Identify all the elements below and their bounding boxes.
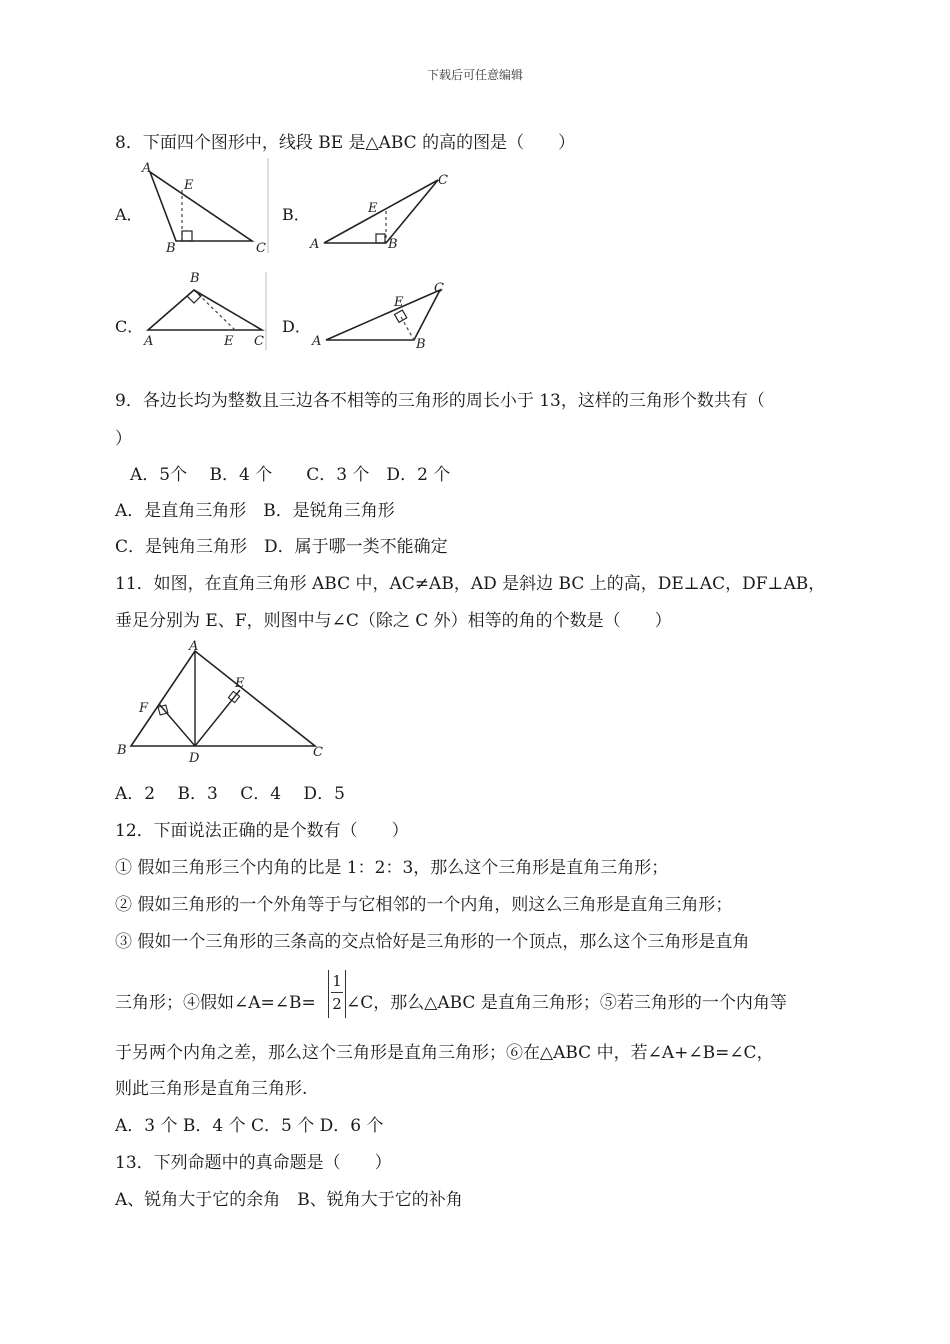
point-label-e: E xyxy=(224,334,234,349)
fraction-numerator: 1 xyxy=(332,972,342,990)
q12-stem: 12．下面说法正确的是个数有（ ） xyxy=(115,821,409,841)
vertex-label-a: A xyxy=(144,334,154,349)
q8-option-c-label: C． xyxy=(115,317,144,336)
q11-choices: A．2 B．3 C．4 D．5 xyxy=(115,784,345,804)
point-label-d: D xyxy=(189,751,200,765)
triangle xyxy=(150,172,252,241)
q9-stem-cont: ） xyxy=(115,429,132,449)
q11-stem-line2: 垂足分别为 E、F，则图中与∠C（除之 C 外）相等的角的个数是（ ） xyxy=(115,611,672,631)
q9-stem: 9．各边长均为整数且三边各不相等的三角形的周长小于 13，这样的三角形个数共有（ xyxy=(115,391,765,411)
triangle xyxy=(326,290,440,340)
triangle xyxy=(148,290,262,330)
segment-df xyxy=(159,704,195,746)
right-angle-mark xyxy=(187,290,201,303)
q12-statement-4-end: ∠C，那么△ABC 是直角三角形；⑤若三角形的一个内角等 xyxy=(346,993,787,1013)
q10-choices-line2: C．是钝角三角形 D．属于哪一类不能确定 xyxy=(115,537,448,557)
q12-statement-1: ① 假如三角形三个内角的比是 1：2：3，那么这个三角形是直角三角形； xyxy=(115,858,669,878)
right-angle-mark xyxy=(395,310,407,322)
q8-option-a-label: A． xyxy=(115,205,143,224)
point-label-e: E xyxy=(368,201,378,216)
vertex-label-b: B xyxy=(117,743,127,758)
vertex-label-c: C xyxy=(434,281,444,296)
point-label-e: E xyxy=(184,178,194,193)
q10-choices-line1: A．是直角三角形 B．是锐角三角形 xyxy=(115,501,395,521)
q12-statement-4-start: 三角形；④假如∠A=∠B= xyxy=(115,993,316,1013)
q12-statement-2: ② 假如三角形的一个外角等于与它相邻的一个内角，则这么三角形是直角三角形； xyxy=(115,895,733,915)
point-label-e: E xyxy=(235,676,245,691)
q11-stem-line1: 11．如图，在直角三角形 ABC 中，AC≠AB，AD 是斜边 BC 上的高，DE⊥AC，DF⊥AB， xyxy=(115,574,826,594)
point-label-e: E xyxy=(394,295,404,310)
vertex-label-a: A xyxy=(189,640,199,654)
fraction-one-half xyxy=(328,970,346,1018)
segment-de xyxy=(195,690,240,746)
q8-figure-d xyxy=(306,280,456,350)
vertex-label-a: A xyxy=(142,161,152,176)
vertex-label-b: B xyxy=(388,237,398,252)
q13-choices: A、锐角大于它的余角 B、锐角大于它的补角 xyxy=(115,1190,463,1210)
q12-statement-5: 于另两个内角之差，那么这个三角形是直角三角形；⑥在△ABC 中，若∠A+∠B=∠C， xyxy=(115,1043,774,1063)
vertex-label-b: B xyxy=(190,271,200,286)
fraction-denominator: 2 xyxy=(332,995,342,1013)
point-label-f: F xyxy=(139,701,149,716)
q12-choices: A．3 个 B．4 个 C．5 个 D．6 个 xyxy=(115,1116,384,1136)
q8-option-d-label: D． xyxy=(282,317,311,336)
q8-stem: 8．下面四个图形中，线段 BE 是△ABC 的高的图是（ ） xyxy=(115,133,576,153)
q8-figure-c xyxy=(138,268,273,350)
q8-option-b-label: B． xyxy=(282,205,310,224)
vertex-label-b: B xyxy=(166,241,176,253)
q13-stem: 13．下列命题中的真命题是（ ） xyxy=(115,1153,392,1173)
q12-statement-6: 则此三角形是直角三角形. xyxy=(115,1079,308,1099)
vertex-label-c: C xyxy=(254,334,264,349)
q9-choices: A．5个 B．4 个 C．3 个 D．2 个 xyxy=(130,465,451,485)
right-angle-mark xyxy=(182,231,192,241)
q8-figure-a xyxy=(138,158,273,253)
triangle-abc xyxy=(131,651,315,746)
vertex-label-a: A xyxy=(310,237,320,252)
q12-statement-3: ③ 假如一个三角形的三条高的交点恰好是三角形的一个顶点，那么这个三角形是直角 xyxy=(115,932,750,952)
vertex-label-b: B xyxy=(416,337,426,350)
vertex-label-a: A xyxy=(312,334,322,349)
page-header: 下载后可任意编辑 xyxy=(426,68,523,82)
q8-figure-b xyxy=(306,168,456,253)
vertex-label-c: C xyxy=(438,173,448,188)
right-angle-mark xyxy=(376,234,385,243)
right-angle-mark-f xyxy=(158,705,168,715)
vertex-label-c: C xyxy=(313,745,323,760)
q11-figure xyxy=(113,640,328,765)
vertex-label-c: C xyxy=(256,241,266,253)
